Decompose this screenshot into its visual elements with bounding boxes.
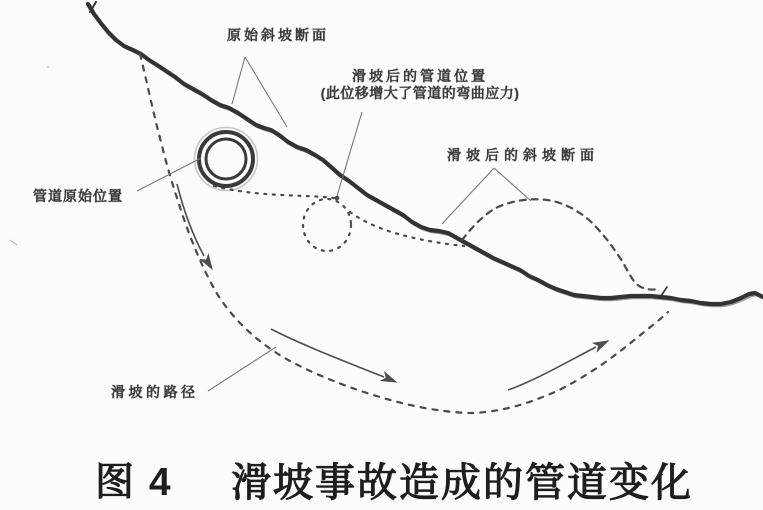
slide-arrow-upper-icon <box>177 184 216 271</box>
label-pipe-position-after-slide <box>295 68 545 101</box>
slide-arrow-middle-icon <box>271 329 398 386</box>
slip-surface-dashed-arc <box>140 54 668 413</box>
leader-slide-path <box>208 347 276 391</box>
pipe-loop <box>303 199 351 251</box>
leader-slope-after-slide <box>442 168 531 224</box>
label-original-slope-section: 原始斜坡断面 <box>227 27 329 43</box>
leader-lines <box>137 57 531 391</box>
post-slide-slope-dashed-hump <box>462 199 660 289</box>
leader-pipe-original <box>137 158 201 191</box>
label-pipe-position-after-slide-note: (此位移增大了管道的弯曲应力) <box>320 85 520 101</box>
slide-direction-arrows <box>177 184 610 390</box>
pipe-cross-section-circle <box>195 128 258 191</box>
label-slope-section-after-slide: 滑坡后的斜坡断面 <box>447 147 599 163</box>
label-pipe-position-after-slide-line1: 滑坡后的管道位置 <box>352 68 488 84</box>
figure-title: 滑坡事故造成的管道变化 <box>231 461 693 505</box>
figure-caption <box>0 451 763 503</box>
label-slide-path: 滑坡的路径 <box>111 384 199 400</box>
original-slope-line <box>88 2 763 307</box>
leader-junction-dot <box>335 196 340 201</box>
figure-number: 图 4 <box>95 461 173 504</box>
small-tick <box>661 287 667 296</box>
displaced-pipeline-dotted-line <box>214 186 464 251</box>
label-pipe-original-position: 管道原始位置 <box>33 188 123 204</box>
slide-arrow-right-icon <box>508 337 610 390</box>
scan-artifacts <box>10 66 49 245</box>
